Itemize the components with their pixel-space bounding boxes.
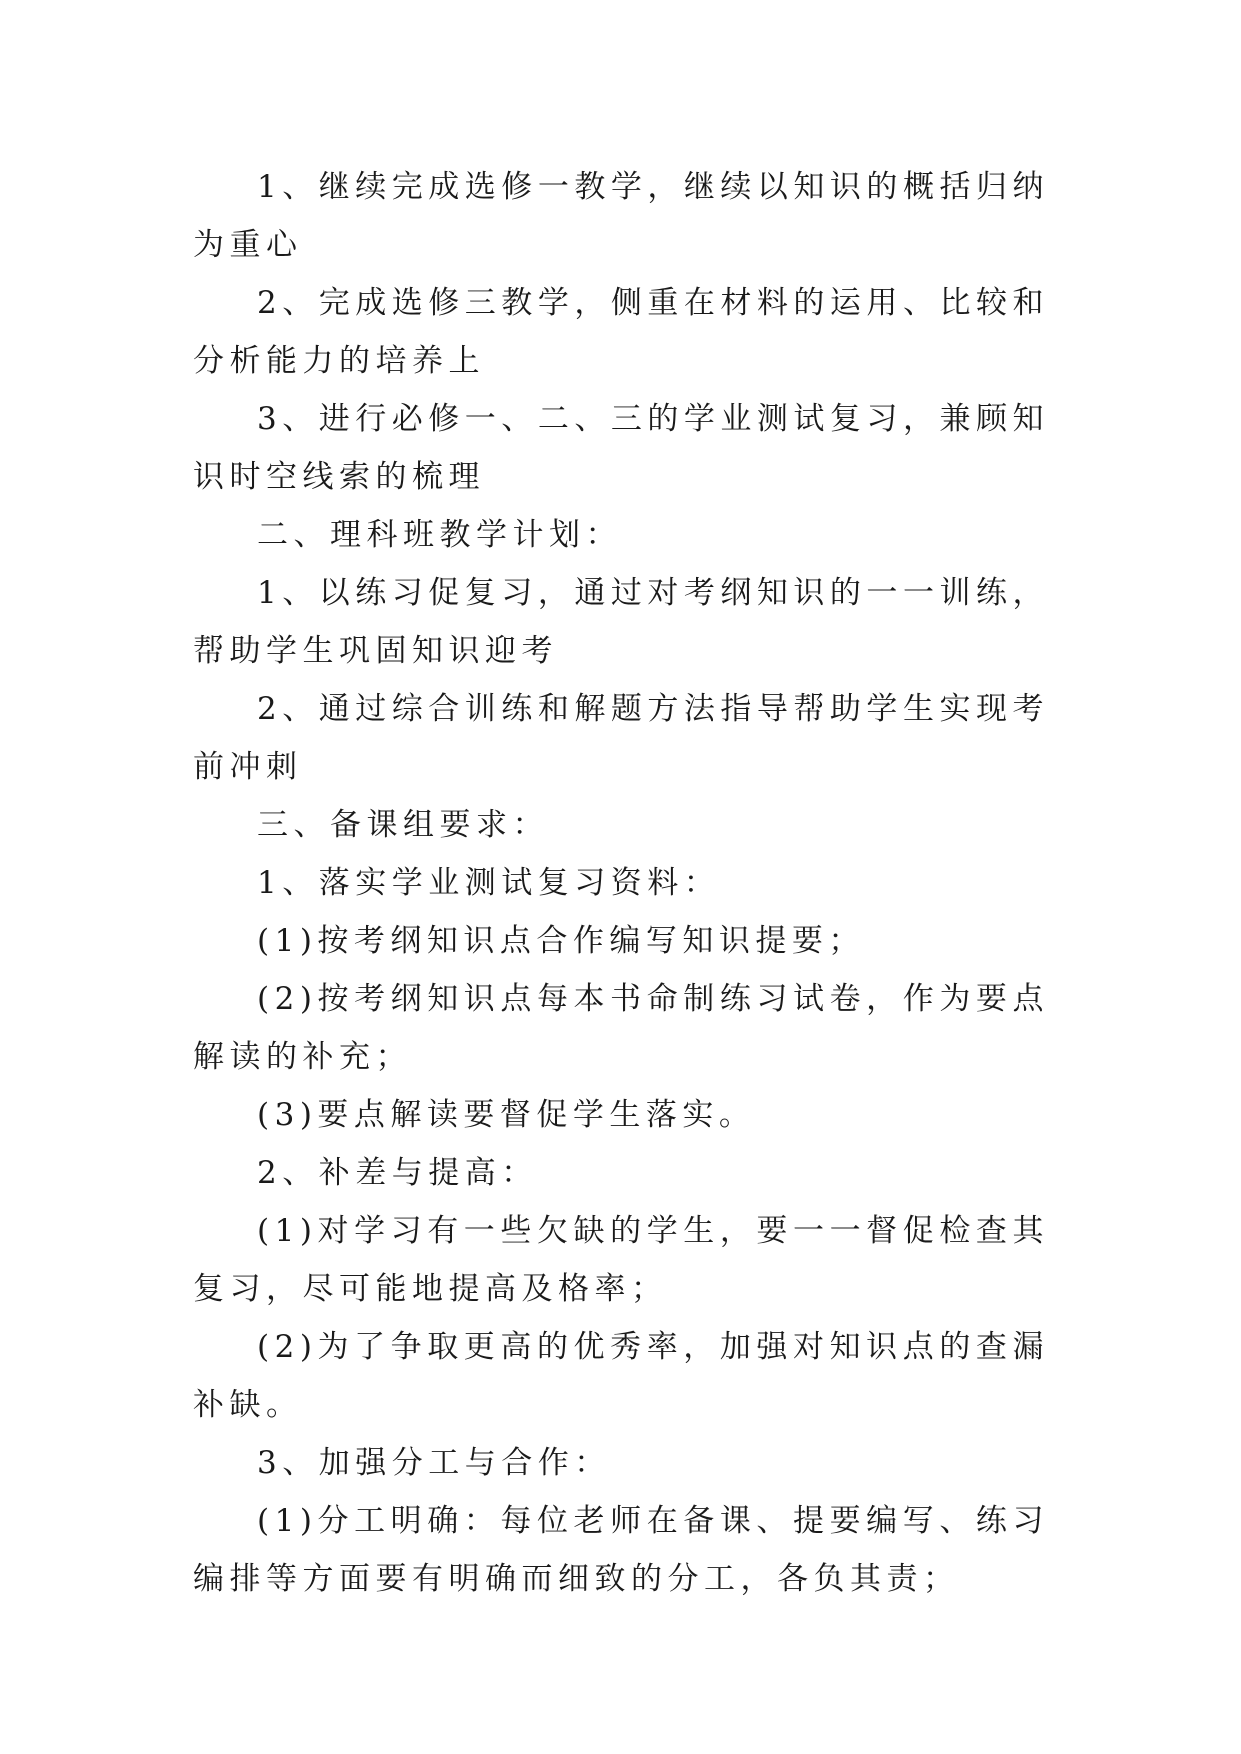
paragraph-item-6: (1)按考纲知识点合作编写知识提要； — [257, 923, 865, 959]
paragraph-item-4: 1、以练习促复习，通过对考纲知识的一一训练，帮助学生巩固知识迎考 — [193, 575, 1049, 669]
paragraph-item-2: 2、完成选修三教学，侧重在材料的运用、比较和分析能力的培养上 — [193, 285, 1049, 379]
section-heading-requirements: 三、备课组要求： — [257, 807, 549, 843]
subheading-cooperation: 3、加强分工与合作： — [257, 1445, 611, 1481]
paragraph-item-3: 3、进行必修一、二、三的学业测试复习，兼顾知识时空线索的梳理 — [193, 401, 1049, 495]
paragraph-item-7: (2)按考纲知识点每本书命制练习试卷，作为要点解读的补充； — [193, 981, 1049, 1075]
paragraph-item-9: (1)对学习有一些欠缺的学生，要一一督促检查其复习，尽可能地提高及格率； — [193, 1213, 1049, 1307]
paragraph-item-1: 1、继续完成选修一教学，继续以知识的概括归纳为重心 — [193, 169, 1049, 263]
paragraph-item-11: (1)分工明确：每位老师在备课、提要编写、练习编排等方面要有明确而细致的分工，各负其责； — [193, 1503, 1049, 1597]
paragraph-item-10: (2)为了争取更高的优秀率，加强对知识点的查漏补缺。 — [193, 1329, 1049, 1423]
subheading-review-materials: 1、落实学业测试复习资料： — [257, 865, 721, 901]
section-heading-science-class: 二、理科班教学计划： — [257, 517, 622, 553]
document-body — [193, 158, 1049, 1608]
subheading-remedial-improvement: 2、补差与提高： — [257, 1155, 538, 1191]
paragraph-item-8: (3)要点解读要督促学生落实。 — [257, 1097, 756, 1133]
paragraph-item-5: 2、通过综合训练和解题方法指导帮助学生实现考前冲刺 — [193, 691, 1049, 785]
